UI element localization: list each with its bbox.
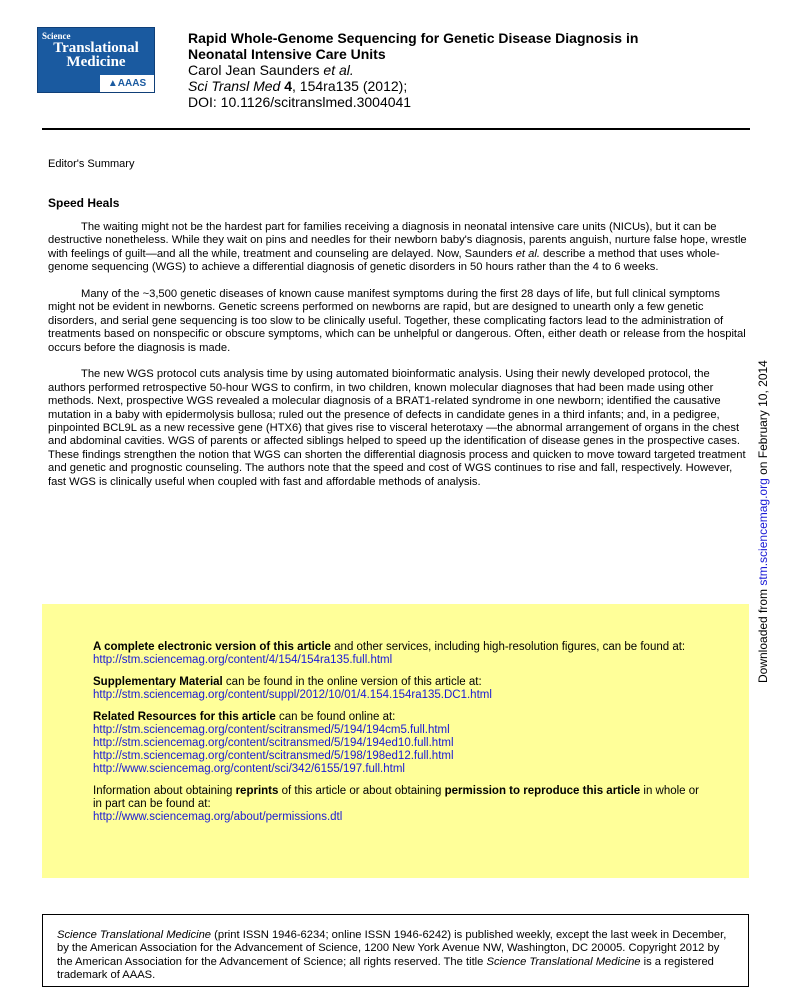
doi: DOI: 10.1126/scitranslmed.3004041	[188, 94, 412, 110]
supplementary-text: can be found in the online version of this article at:	[222, 676, 482, 688]
p1-text-a: The waiting might not be the hardest part for families receiving a diagnosis in neonatal intensive care units (NICUs), but it can be destructive nonetheless. While they wait on pins and needles for their newborn baby's diagnosis, parents anguish, nurture false hope, wrestle with feelings of guilt—and all the while, treatment and counseling are delayed. Now, Saunders	[48, 221, 747, 260]
journal-logo	[37, 27, 155, 93]
title-line1: Rapid Whole-Genome Sequencing for Genetic Disease Diagnosis in	[188, 30, 639, 46]
publication-footer	[42, 914, 749, 987]
citation	[188, 78, 748, 94]
permission-bold: permission to reproduce this article	[444, 785, 641, 797]
aaas-logo: ▲AAAS	[100, 75, 154, 92]
related-link[interactable]: http://stm.sciencemag.org/content/scitransmed/5/194/194ed10.full.html	[93, 737, 454, 749]
complete-article-text: and other services, including high-resolution figures, can be found at:	[330, 641, 686, 653]
editors-summary-label: Editor's Summary	[48, 158, 135, 170]
related-link[interactable]: http://stm.sciencemag.org/content/scitransmed/5/198/198ed12.full.html	[93, 750, 454, 762]
supplementary-bold: Supplementary Material	[93, 676, 223, 688]
related-link[interactable]: http://stm.sciencemag.org/content/scitransmed/5/194/194cm5.full.html	[93, 724, 450, 736]
complete-article-link[interactable]: http://stm.sciencemag.org/content/4/154/154ra135.full.html	[93, 654, 393, 666]
logo-line2: Translational	[53, 40, 139, 56]
supplementary-link[interactable]: http://stm.sciencemag.org/content/suppl/2012/10/01/4.154.154ra135.DC1.html	[93, 689, 492, 701]
footer-text-a: (print ISSN 1946-6234; online ISSN 1946-6242) is published weekly, except the last week in December, by the American Association for the Advancement of Science, 1200 New York Avenue NW, Washington, DC 20005. Copyright 2012 by the American Association for the Advancement of Science; all rights reserved. The title	[57, 929, 727, 968]
footer-journal: Science Translational Medicine	[57, 929, 212, 941]
resources-panel	[42, 604, 749, 878]
citation-rest: , 154ra135 (2012);	[292, 78, 408, 94]
aaas-text: AAAS	[117, 78, 147, 89]
related-block	[93, 711, 703, 776]
complete-article-bold: A complete electronic version of this article	[93, 641, 331, 653]
related-text: can be found online at:	[275, 711, 396, 723]
footer-journal-trademark: Science Translational Medicine	[486, 955, 641, 968]
related-link[interactable]: http://www.sciencemag.org/content/sci/342/6155/197.full.html	[93, 763, 405, 775]
summary-body	[48, 221, 748, 502]
authors	[188, 62, 748, 78]
volume: 4	[284, 78, 293, 94]
permissions-link[interactable]: http://www.sciencemag.org/about/permissions.dtl	[93, 811, 343, 823]
footer-text-b: is a registered trademark of AAAS.	[57, 955, 714, 982]
et-al: et al.	[323, 62, 354, 78]
download-notice	[756, 303, 770, 683]
author-names: Carol Jean Saunders	[188, 62, 320, 78]
info-text-b: of this article or about obtaining	[278, 785, 445, 797]
permissions-block	[93, 785, 703, 824]
reprints-bold: reprints	[235, 785, 279, 797]
journal-abbrev: Sci Transl Med	[188, 78, 281, 94]
site-link[interactable]: stm.sciencemag.org	[756, 478, 770, 586]
article-header	[188, 30, 748, 110]
article-title	[188, 30, 748, 62]
p1-et-al: et al.	[515, 247, 540, 260]
summary-paragraph: The new WGS protocol cuts analysis time by using automated bioinformatic analysis. Using their newly developed protocol, the authors performed retrospective 50-hour WGS to confirm, in two children, known molecular diagnoses that had been made using other methods. Next, prospective WGS revealed a molecular diagnosis of a BRAT1-related syndrome in one newborn; identified the causative mutation in a baby with epidermolysis bullosa; ruled out the presence of defects in candidate genes in a third infants; and, in a pedigree, pinpointed BCL9L as a new recessive gene (HTX6) that gives rise to visceral heterotaxy —the abnormal arrangement of organs in the chest and abdominal cavities. WGS of parents or affected siblings helped to speed up the identification of disease genes in the prospective cases. These findings strengthen the notion that WGS can shorten the differential diagnosis process and quicken to move toward targeted treatment and genetic and prognostic counseling. The authors note that the speed and cost of WGS continues to rise and fall, respectively. However, fast WGS is clinically useful when coupled with fast and affordable methods of analysis.	[48, 368, 746, 488]
summary-paragraph: Many of the ~3,500 genetic diseases of known cause manifest symptoms during the first 28 days of life, but full clinical symptoms might not be evident in newborns. Genetic screens performed on newborns are rapid, but are designed to unearth only a few genetic disorders, and serial gene sequencing is too slow to be clinically useful. Together, these complicating factors lead to the administration of treatments based on nonspecific or obscure symptoms, which can be unhelpful or dangerous. Often, either death or release from the hospital occurs before the diagnosis is made.	[48, 288, 746, 354]
download-prefix: Downloaded from	[756, 585, 770, 683]
logo-line3: Medicine	[66, 54, 126, 70]
logo-line1: Science	[42, 31, 71, 41]
info-text-a: Information about obtaining	[93, 785, 236, 797]
title-line2: Neonatal Intensive Care Units	[188, 46, 386, 62]
related-bold: Related Resources for this article	[93, 711, 276, 723]
info-text-c: in whole or in part can be found at:	[93, 785, 699, 810]
summary-paragraph	[48, 221, 748, 275]
supplementary-block	[93, 676, 703, 702]
summary-heading: Speed Heals	[48, 196, 120, 210]
download-suffix: on February 10, 2014	[756, 360, 770, 479]
p1-text-b: describe a method that uses whole-genome sequencing (WGS) to achieve a differential diagnosis of genetic disorders in 50 hours rather than the 4 to 6 weeks.	[48, 247, 720, 274]
header-divider	[42, 128, 750, 130]
complete-article-block	[93, 641, 703, 667]
